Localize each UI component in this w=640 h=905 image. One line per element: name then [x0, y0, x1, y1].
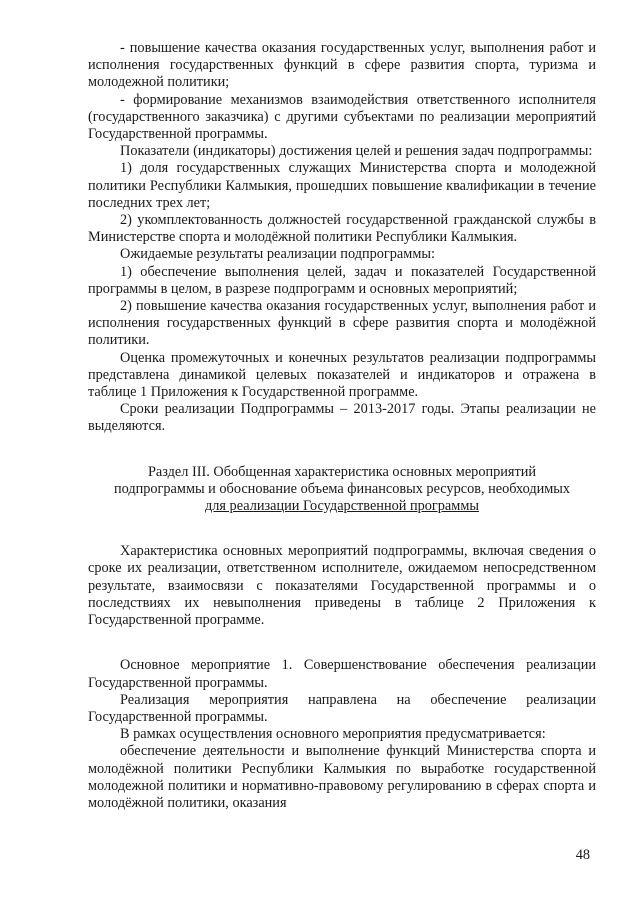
paragraph: 1) обеспечение выполнения целей, задач и показателей Государственной программы в целом, в разрезе подпрограмм и основных мероприятий; — [88, 263, 596, 297]
page-number: 48 — [575, 847, 590, 863]
section-heading-line: подпрограммы и обоснование объема финансовых ресурсов, необходимых — [113, 480, 571, 497]
section-heading-line: для реализации Государственной программы — [205, 498, 479, 515]
paragraph: - повышение качества оказания государственных услуг, выполнения работ и исполнения государственных функций в сфере развития спорта, туризма и молодежной политики; — [88, 40, 596, 91]
paragraph: Сроки реализации Подпрограммы – 2013-2017 годы. Этапы реализации не выделяются. — [88, 401, 596, 435]
paragraph: 1) доля государственных служащих Министерства спорта и молодежной политики Республики Калмыкия, прошедших повышение квалификации в течение последних трех лет; — [88, 160, 596, 211]
section-heading — [88, 464, 596, 516]
paragraph: Реализация мероприятия направлена на обеспечение реализации Государственной программы. — [88, 691, 596, 725]
paragraph: обеспечение деятельности и выполнение функций Министерства спорта и молодёжной политики Республики Калмыкия по выработке государственной молодежной политики и нормативно-правовому регулированию в сферах спорта и молодёжной политики, оказания — [88, 743, 596, 811]
paragraph: Ожидаемые результаты реализации подпрограммы: — [120, 246, 435, 263]
paragraph: Оценка промежуточных и конечных результатов реализации подпрограммы представлена динамикой целевых показателей и индикаторов и отражена в таблице 1 Приложения к Государственной программе. — [88, 349, 596, 401]
paragraph-characteristic: Характеристика основных мероприятий подпрограммы, включая сведения о сроке их реализации, ответственном исполнителе, ожидаемом непосредственном результате, взаимосвязи с показателями Государственной программы и о последствиях их невыполнения приведены в таблице 2 Приложения к Государственной программе. — [88, 543, 596, 629]
paragraph: - формирование механизмов взаимодействия ответственного исполнителя (государственного заказчика) с другими субъектами по реализации мероприятий Государственной программы. — [88, 91, 596, 143]
paragraph: 2) повышение качества оказания государственных услуг, выполнения работ и исполнения государственных функций в сфере развития спорта и молодёжной политики. — [88, 298, 596, 349]
paragraph: Показатели (индикаторы) достижения целей и решения задач подпрограммы: — [120, 143, 593, 160]
section-heading-line: Раздел III. Обобщенная характеристика основных мероприятий — [147, 463, 537, 480]
paragraph: Основное мероприятие 1. Совершенствование обеспечения реализации Государственной программы. — [88, 657, 596, 691]
paragraph: 2) укомплектованность должностей государственной гражданской службы в Министерстве спорта и молодёжной политики Республики Калмыкия. — [88, 212, 596, 246]
paragraph: В рамках осуществления основного мероприятия предусматривается: — [120, 726, 546, 743]
